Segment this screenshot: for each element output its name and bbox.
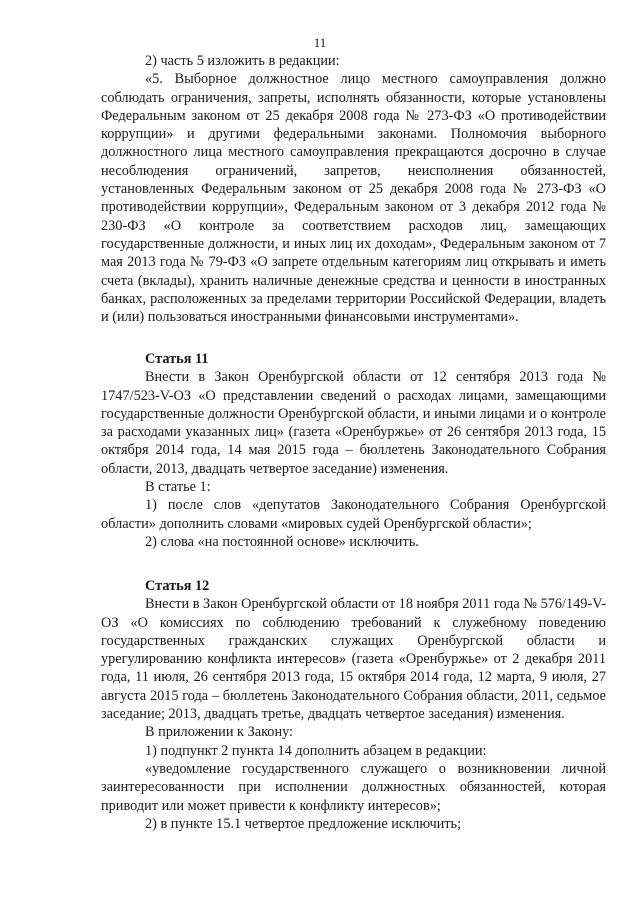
paragraph: 2) слова «на постоянной основе» исключить. [145, 533, 419, 550]
paragraph: «уведомление государственного служащего о возникновении личной заинтересованности при исполнении должностных обязанностей, которая приводит или может привести к конфликту интересов»; [101, 760, 606, 814]
article-12 [101, 577, 606, 833]
paragraph: 1) после слов «депутатов Законодательного Собрания Оренбургской области» дополнить словами «мировых судей Оренбургской области»; [101, 497, 606, 532]
article-11 [101, 350, 606, 551]
article-heading: Статья 12 [145, 578, 210, 594]
paragraph: 1) подпункт 2 пункта 14 дополнить абзацем в редакции: [145, 742, 487, 759]
paragraph: Внести в Закон Оренбургской области от 18 ноября 2011 года № 576/149-V-ОЗ «О комиссиях по соблюдению требований к служебному поведению государственных гражданских служащих Оренбургской области и урегулированию конфликта интересов» (газета «Оренбуржье» от 2 декабря 2011 года, 11 июля, 26 сентября 2013 года, 15 октября 2014 года, 12 марта, 9 июля, 27 августа 2015 года – бюллетень Законодательного Собрания области, 2011, седьмое заседание; 2013, двадцать третье, двадцать четвертое заседания) изменения. [101, 596, 606, 723]
paragraph: 2) в пункте 15.1 четвертое предложение исключить; [145, 815, 462, 832]
paragraph: В приложении к Закону: [145, 724, 294, 741]
amendment-block [101, 52, 606, 326]
paragraph: В статье 1: [145, 479, 211, 496]
page-number: 11 [313, 35, 327, 50]
paragraph: 2) часть 5 изложить в редакции: [145, 53, 340, 69]
paragraph: «5. Выборное должностное лицо местного самоуправления должно соблюдать ограничения, запреты, исполнять обязанности, которые установлены Федеральным законом от 25 декабря 2008 года № 273-ФЗ «О противодействии коррупции» и другими федеральными законами. Полномочия выборного должностного лица местного самоуправления прекращаются досрочно в случае несоблюдения ограничений, запретов, неисполнения обязанностей, установленных Федеральным законом от 25 декабря 2008 года № 273-ФЗ «О противодействии коррупции», Федеральным законом от 3 декабря 2012 года № 230-ФЗ «О контроле за соответствием расходов лиц, замещающих государственные должности, и иных лиц их доходам», Федеральным законом от 7 мая 2013 года № 79-ФЗ «О запрете отдельным категориям лиц открывать и иметь счета (вклады), хранить наличные денежные средства и ценности в иностранных банках, расположенных за пределами территории Российской Федерации, владеть и (или) пользоваться иностранными финансовыми инструментами». [101, 71, 606, 326]
paragraph: Внести в Закон Оренбургской области от 12 сентября 2013 года № 1747/523-V-ОЗ «О представлении сведений о расходах лицами, замещающими государственные должности Оренбургской области, и иными лицами и о контроле за расходами указанных лиц» (газета «Оренбуржье» от 26 сентября 2013 года, 15 октября 2014 года, 14 мая 2015 года – бюллетень Законодательного Собрания области, 2013, двадцать четвертое заседание) изменения. [101, 369, 606, 477]
article-heading: Статья 11 [145, 351, 209, 367]
